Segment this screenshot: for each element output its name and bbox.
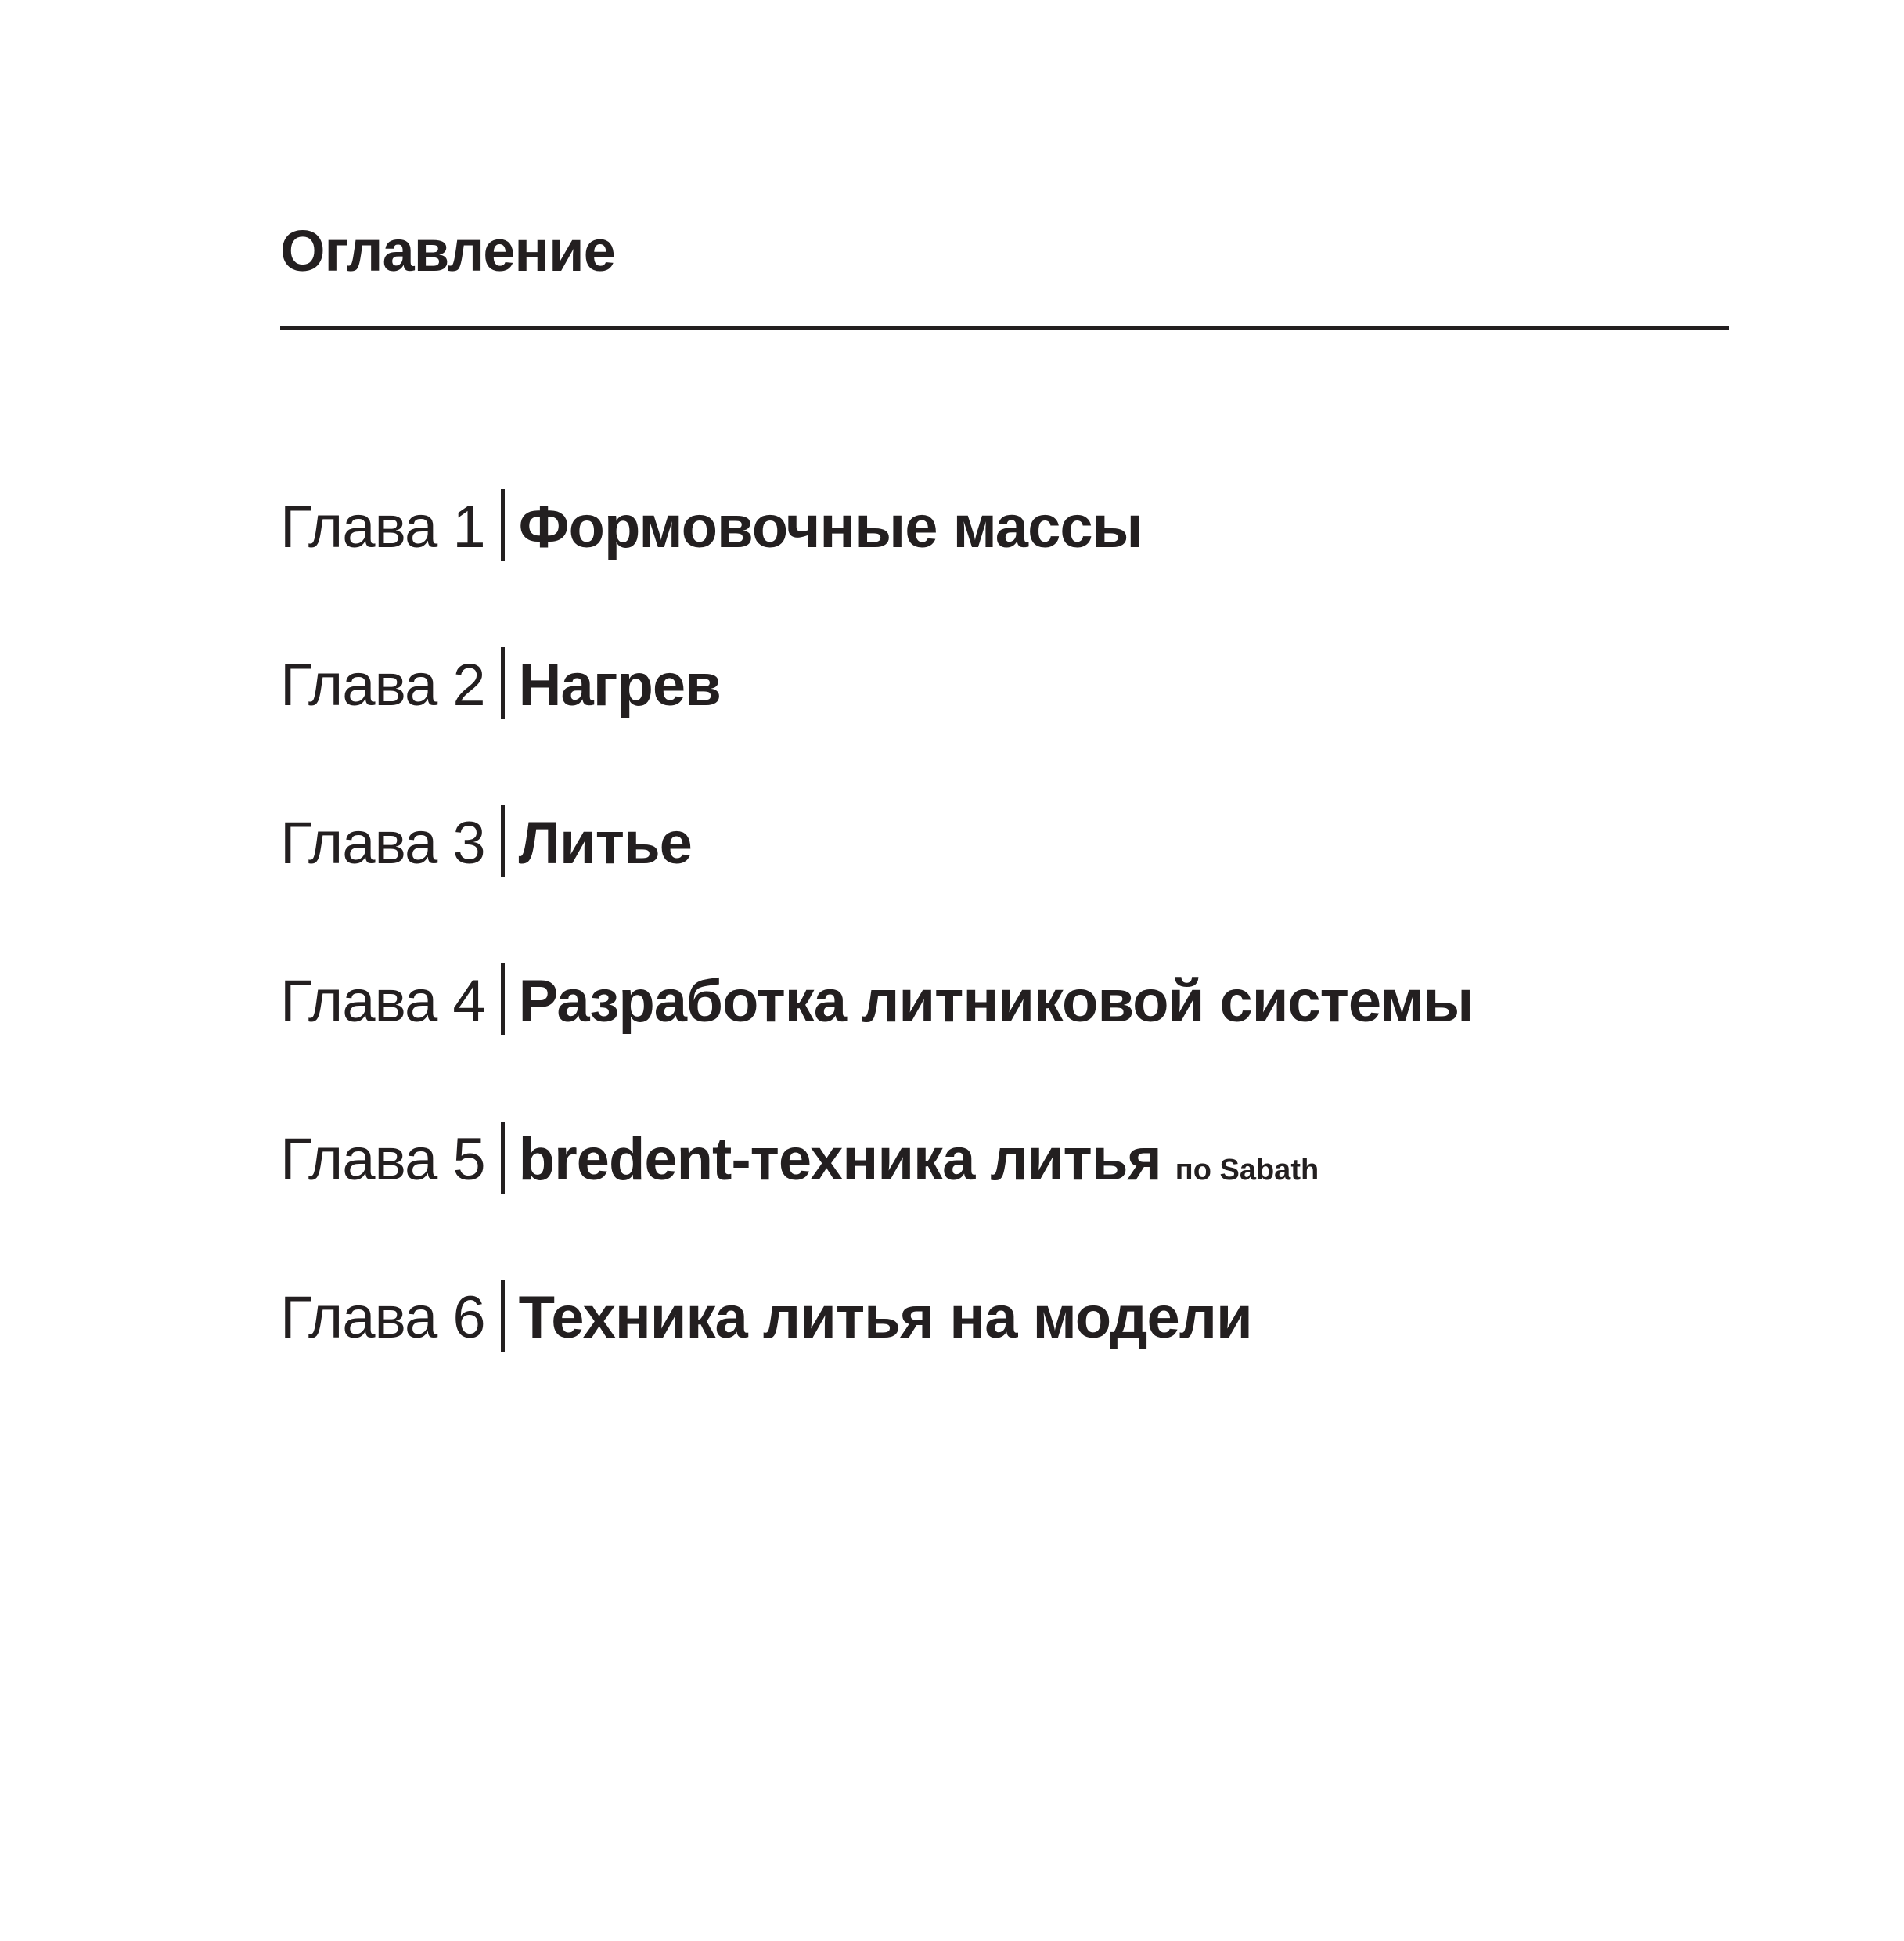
toc-item-chapter-1[interactable]	[280, 489, 1473, 647]
chapter-divider	[501, 1122, 505, 1194]
chapter-title: Литье	[518, 810, 692, 877]
chapter-number: Глава 6	[280, 1284, 485, 1351]
title-divider-line	[280, 326, 1729, 330]
chapter-number: Глава 5	[280, 1126, 485, 1193]
chapter-divider	[501, 805, 505, 877]
toc-item-chapter-2[interactable]	[280, 647, 1473, 805]
toc-item-chapter-5[interactable]	[280, 1122, 1473, 1280]
chapter-number: Глава 3	[280, 810, 485, 877]
page-title: Оглавление	[280, 218, 615, 283]
chapter-number: Глава 2	[280, 652, 485, 718]
toc-item-chapter-6[interactable]	[280, 1280, 1473, 1438]
toc-item-chapter-4[interactable]	[280, 963, 1473, 1122]
chapter-number: Глава 1	[280, 494, 485, 560]
chapter-title: Разработка литниковой системы	[518, 968, 1474, 1035]
toc-item-chapter-3[interactable]	[280, 805, 1473, 963]
table-of-contents	[280, 489, 1473, 1438]
chapter-title: Нагрев	[518, 652, 721, 718]
chapter-title: Техника литья на модели	[518, 1284, 1252, 1351]
chapter-divider	[501, 647, 505, 719]
chapter-divider	[501, 1280, 505, 1352]
chapter-divider	[501, 489, 505, 561]
chapter-divider	[501, 963, 505, 1035]
chapter-subtitle-note: по Sabath	[1175, 1154, 1319, 1187]
chapter-title: bredent-техника литья	[518, 1126, 1161, 1193]
chapter-title: Формовочные массы	[518, 494, 1143, 560]
chapter-number: Глава 4	[280, 968, 485, 1035]
